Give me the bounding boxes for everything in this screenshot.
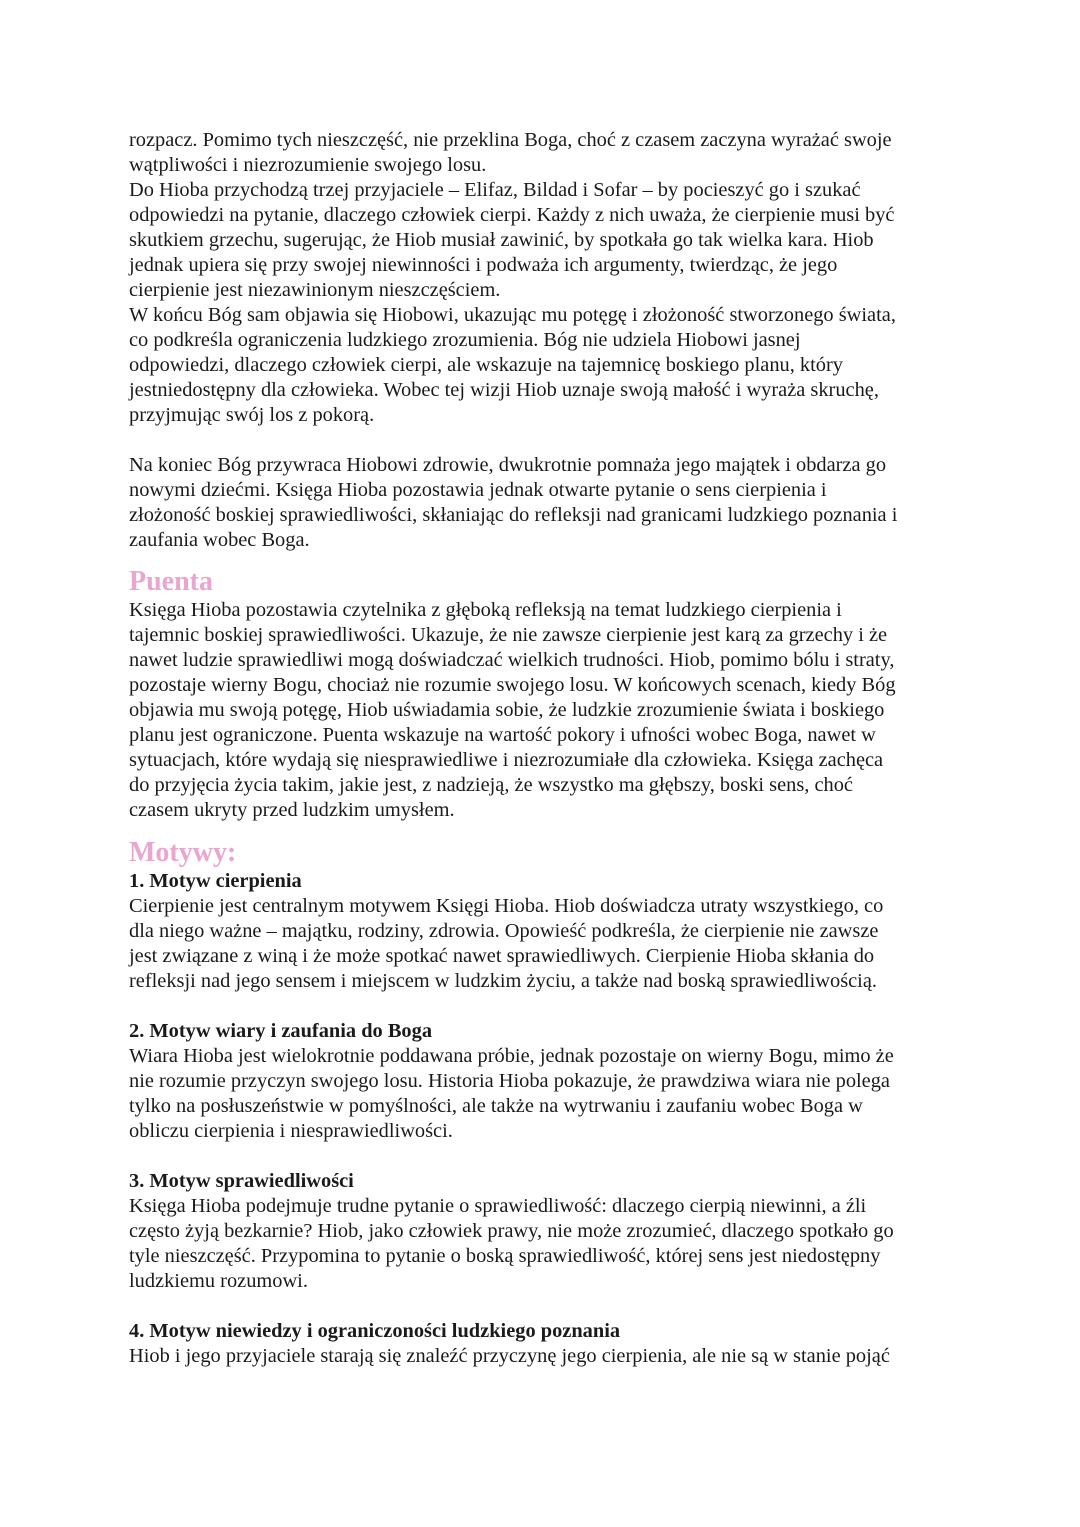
text-line: Na koniec Bóg przywraca Hiobowi zdrowie, dwukrotnie pomnaża jego majątek i obdarza go (129, 454, 887, 476)
text-line: nawet ludzie sprawiedliwi mogą doświadczać wielkich trudności. Hiob, pomimo bólu i straty, (129, 649, 895, 671)
text-line: W końcu Bóg sam objawia się Hiobowi, ukazując mu potęgę i złożoność stworzonego świata, (129, 304, 896, 326)
text-line: odpowiedzi, dlaczego człowiek cierpi, ale wskazuje na tajemnicę boskiego planu, który (129, 354, 843, 376)
intro-paragraph (129, 128, 959, 428)
text-line: Wiara Hioba jest wielokrotnie poddawana próbie, jednak pozostaje on wierny Bogu, mimo że (129, 1045, 894, 1067)
text-line: Cierpienie jest centralnym motywem Księgi Hioba. Hiob doświadcza utraty wszystkiego, co (129, 895, 884, 917)
text-line: czasem ukryty przed ludzkim umysłem. (129, 799, 455, 821)
paragraph-gap (129, 1144, 959, 1169)
text-line: nie rozumie przyczyn swojego losu. Historia Hioba pokazuje, że prawdziwa wiara nie polega (129, 1070, 890, 1092)
text-line: do przyjęcia życia takim, jakie jest, z nadzieją, że wszystko ma głębszy, boski sens, choć (129, 774, 853, 796)
motyw-item (129, 869, 959, 994)
text-line: nowymi dziećmi. Księga Hioba pozostawia jednak otwarte pytanie o sens cierpienia i (129, 479, 827, 501)
text-line: skutkiem grzechu, sugerując, że Hiob musiał zawinić, by spotkała go tak wielka kara. Hiob (129, 229, 874, 251)
text-line: Do Hioba przychodzą trzej przyjaciele – Elifaz, Bildad i Sofar – by pocieszyć go i szukać (129, 179, 861, 201)
text-line: objawia mu swoją potęgę, Hiob uświadamia sobie, że ludzkie zrozumienie świata i boskiego (129, 699, 885, 721)
motyw-title: 1. Motyw cierpienia (129, 870, 302, 892)
text-line: jest związane z winą i że może spotkać nawet sprawiedliwych. Cierpienie Hioba skłania do (129, 945, 875, 967)
motyw-title: 4. Motyw niewiedzy i ograniczoności ludzkiego poznania (129, 1320, 621, 1342)
text-line: odpowiedzi na pytanie, dlaczego człowiek cierpi. Każdy z nich uważa, że cierpienie musi być (129, 204, 895, 226)
text-line: pozostaje wierny Bogu, chociaż nie rozumie swojego losu. W końcowych scenach, kiedy Bóg (129, 674, 896, 696)
text-line: refleksji nad jego sensem i miejscem w ludzkim życiu, a także nad boską sprawiedliwością. (129, 970, 877, 992)
text-line: rozpacz. Pomimo tych nieszczęść, nie przeklina Boga, choć z czasem zaczyna wyrażać swoje (129, 129, 892, 151)
text-line: tajemnic boskiej sprawiedliwości. Ukazuje, że nie zawsze cierpienie jest karą za grzechy i że (129, 624, 888, 646)
text-line: złożoność boskiej sprawiedliwości, skłaniając do refleksji nad granicami ludzkiego poznania i (129, 504, 898, 526)
text-line: Księga Hioba podejmuje trudne pytanie o sprawiedliwość: dlaczego cierpią niewinni, a źli (129, 1195, 867, 1217)
text-line: Hiob i jego przyjaciele starają się znaleźć przyczynę jego cierpienia, ale nie są w stanie pojąć (129, 1345, 890, 1367)
text-line: często żyją bezkarnie? Hiob, jako człowiek prawy, nie może zrozumieć, dlaczego spotkało go (129, 1220, 894, 1242)
motyw-item (129, 1319, 959, 1369)
ending-paragraph (129, 453, 959, 553)
text-line: jednak upiera się przy swojej niewinności i podważa ich argumenty, twierdząc, że jego (129, 254, 838, 276)
text-line: Księga Hioba pozostawia czytelnika z głęboką refleksją na temat ludzkiego cierpienia i (129, 599, 842, 621)
motyw-title: 2. Motyw wiary i zaufania do Boga (129, 1020, 433, 1042)
text-line: cierpienie jest niezawinionym nieszczęściem. (129, 279, 501, 301)
document-page (129, 128, 959, 1369)
paragraph-gap (129, 994, 959, 1019)
text-line: dla niego ważne – majątku, rodziny, zdrowia. Opowieść podkreśla, że cierpienie nie zawsze (129, 920, 879, 942)
text-line: planu jest ograniczone. Puenta wskazuje na wartość pokory i ufności wobec Boga, nawet w (129, 724, 876, 746)
text-line: tyle nieszczęść. Przypomina to pytanie o boską sprawiedliwość, której sens jest niedostępny (129, 1245, 881, 1267)
motyw-item (129, 1169, 959, 1294)
paragraph-gap (129, 428, 959, 453)
motywy-heading: Motywy: (129, 837, 237, 868)
text-line: wątpliwości i niezrozumienie swojego losu. (129, 154, 487, 176)
motyw-item (129, 1019, 959, 1144)
text-line: sytuacjach, które wydają się niesprawiedliwe i niezrozumiałe dla człowieka. Księga zachęca (129, 749, 884, 771)
text-line: przyjmując swój los z pokorą. (129, 404, 375, 426)
text-line: ludzkiemu rozumowi. (129, 1270, 308, 1292)
text-line: jestniedostępny dla człowieka. Wobec tej wizji Hiob uznaje swoją małość i wyraża skruchę, (129, 379, 879, 401)
paragraph-gap (129, 1294, 959, 1319)
text-line: tylko na posłuszeństwie w pomyślności, ale także na wytrwaniu i zaufaniu wobec Boga w (129, 1095, 863, 1117)
text-line: obliczu cierpienia i niesprawiedliwości. (129, 1120, 453, 1142)
puenta-paragraph (129, 598, 959, 823)
motyw-title: 3. Motyw sprawiedliwości (129, 1170, 354, 1192)
text-line: zaufania wobec Boga. (129, 529, 310, 551)
text-line: co podkreśla ograniczenia ludzkiego zrozumienia. Bóg nie udziela Hiobowi jasnej (129, 329, 801, 351)
puenta-heading: Puenta (129, 566, 213, 597)
